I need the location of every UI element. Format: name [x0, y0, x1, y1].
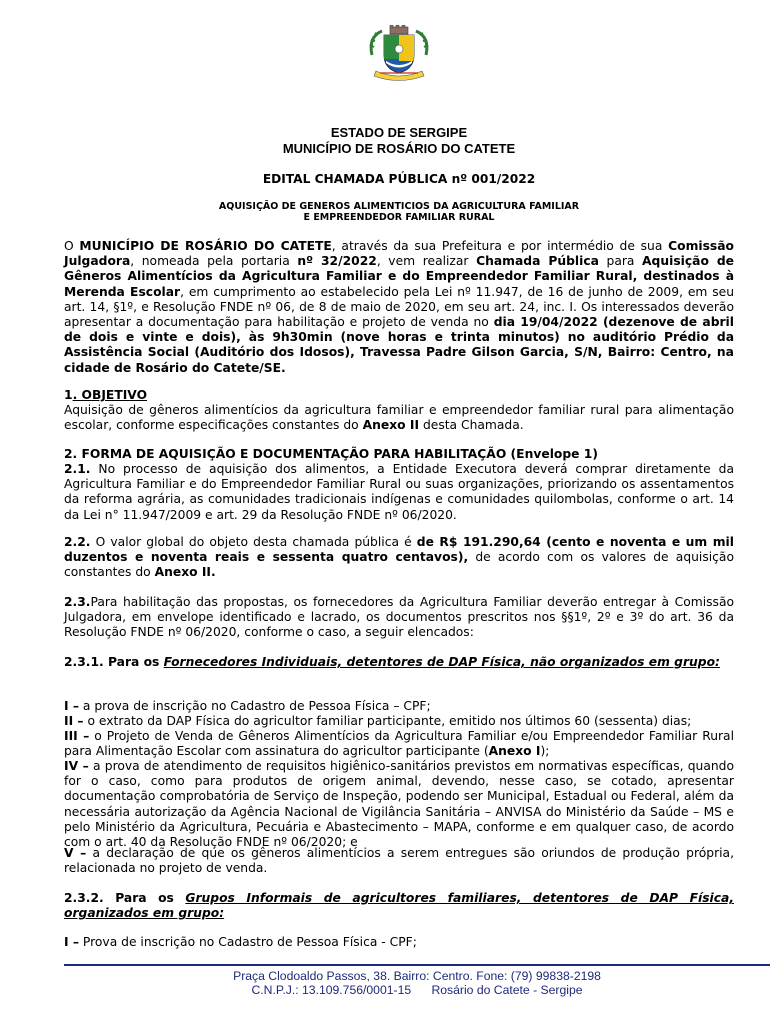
paragraph-2-1: 2.1. No processo de aquisição dos alimentos, a Entidade Executora deverá comprar diretamente da Agricultura Familiar e do Empreendedor Familiar Rural ou suas organizações, priorizando os assentamentos da reforma agrária, as comunidades tradicionais indígenas e comunidades quilombolas, conforme o art. 14 da Lei n° 11.947/2009 e art. 29 da Resolução FNDE nº 06/2020. — [64, 462, 734, 522]
paragraph-2-3: 2.3.Para habilitação das propostas, os fornecedores da Agricultura Familiar deverão entregar à Comissão Julgadora, em envelope identificado e lacrado, os documentos prescritos nos §§1º, 2º e 3º do art. 36 da Resolução FNDE nº 06/2020, conforme o caso, a seguir elencados: — [64, 595, 734, 640]
municipal-coat-of-arms — [366, 25, 432, 83]
section-1-heading: 1. OBJETIVO — [64, 388, 148, 402]
state-title: ESTADO DE SERGIPE — [330, 125, 468, 140]
edital-title: EDITAL CHAMADA PÚBLICA nº 001/2022 — [262, 172, 536, 186]
item-ii: II – o extrato da DAP Física do agricultor familiar participante, emitido nos últimos 60 (sessenta) dias; — [64, 714, 692, 728]
edital-subtitle-line-1: AQUISIÇÃO DE GENEROS ALIMENTICIOS DA AGRICULTURA FAMILIAR — [218, 201, 580, 212]
footer-registration: C.N.P.J.: 13.109.756/0001-15 Rosário do Catete - Sergipe — [251, 983, 583, 997]
footer-divider — [64, 964, 770, 966]
item-iii: III – o Projeto de Venda de Gêneros Alimentícios da Agricultura Familiar e/ou Empreendedor Familiar Rural para Alimentação Escolar com assinatura do agricultor participante (Anexo I); — [64, 729, 734, 759]
section-2-heading: 2. FORMA DE AQUISIÇÃO E DOCUMENTAÇÃO PARA HABILITAÇÃO (Envelope 1) — [64, 447, 598, 461]
section-1-paragraph: Aquisição de gêneros alimentícios da agricultura familiar e empreendedor familiar rural para alimentação escolar, conforme especificações constantes do Anexo II desta Chamada. — [64, 403, 734, 433]
edital-subtitle-line-2: E EMPREENDEDOR FAMILIAR RURAL — [303, 212, 495, 223]
footer-address: Praça Clodoaldo Passos, 38. Bairro: Centro. Fone: (79) 99838-2198 — [233, 969, 601, 983]
intro-paragraph: O MUNICÍPIO DE ROSÁRIO DO CATETE, através da sua Prefeitura e por intermédio de sua Comissão Julgadora, nomeada pela portaria nº 32/2022, vem realizar Chamada Pública para Aquisição de Gêneros Alimentícios da Agricultura Familiar e do Empreendedor Familiar Rural, destinados à Merenda Escolar, em cumprimento ao estabelecido pela Lei nº 11.947, de 16 de junho de 2009, em seu art. 14, §1º, e Resolução FNDE nº 06, de 8 de maio de 2020, em seu art. 24, inc. I. Os interessados deverão apresentar a documentação para habilitação e projeto de venda no dia 19/04/2022 (dezenove de abril de dois e vinte e dois), às 9h30min (nove horas e trinta minutos) no auditório Prédio da Assistência Social (Auditório dos Idosos), Travessa Padre Gilson Garcia, S/N, Bairro: Centro, na cidade de Rosário do Catete/SE. — [64, 239, 735, 375]
heading-2-3-2: 2.3.2. Para os Grupos Informais de agricultores familiares, detentores de DAP Física, organizados em grupo: — [64, 891, 734, 921]
heading-2-3-1: 2.3.1. Para os Fornecedores Individuais, detentores de DAP Física, não organizados em grupo: — [64, 655, 720, 669]
group-item-i: I – Prova de inscrição no Cadastro de Pessoa Física - CPF; — [64, 935, 417, 949]
item-iv: IV – a prova de atendimento de requisitos higiênico-sanitários previstos em normativas específicas, quando for o caso, como para produtos de origem animal, devendo, nesse caso, se cotado, apresentar documentação comprobatória de Serviço de Inspeção, podendo ser Municipal, Estadual ou Federal, além da necessária autorização da Agência Nacional de Vigilância Sanitária – ANVISA do Ministério da Saúde – MS e pelo Ministério da Agricultura, Pecuária e Abastecimento – MAPA, conforme e em qualquer caso, de acordo com o art. 40 da Resolução FNDE nº 06/2020; e — [64, 759, 734, 850]
item-v: V – a declaração de que os gêneros alimentícios a serem entregues são oriundos de produção própria, relacionada no projeto de venda. — [64, 846, 734, 876]
item-i: I – a prova de inscrição no Cadastro de Pessoa Física – CPF; — [64, 699, 431, 713]
paragraph-2-2: 2.2. O valor global do objeto desta chamada pública é de R$ 191.290,64 (cento e noventa e um mil duzentos e noventa reais e sessenta quatro centavos), de acordo com os valores de aquisição constantes do Anexo II. — [64, 535, 734, 580]
municipality-title: MUNICÍPIO DE ROSÁRIO DO CATETE — [282, 141, 516, 156]
